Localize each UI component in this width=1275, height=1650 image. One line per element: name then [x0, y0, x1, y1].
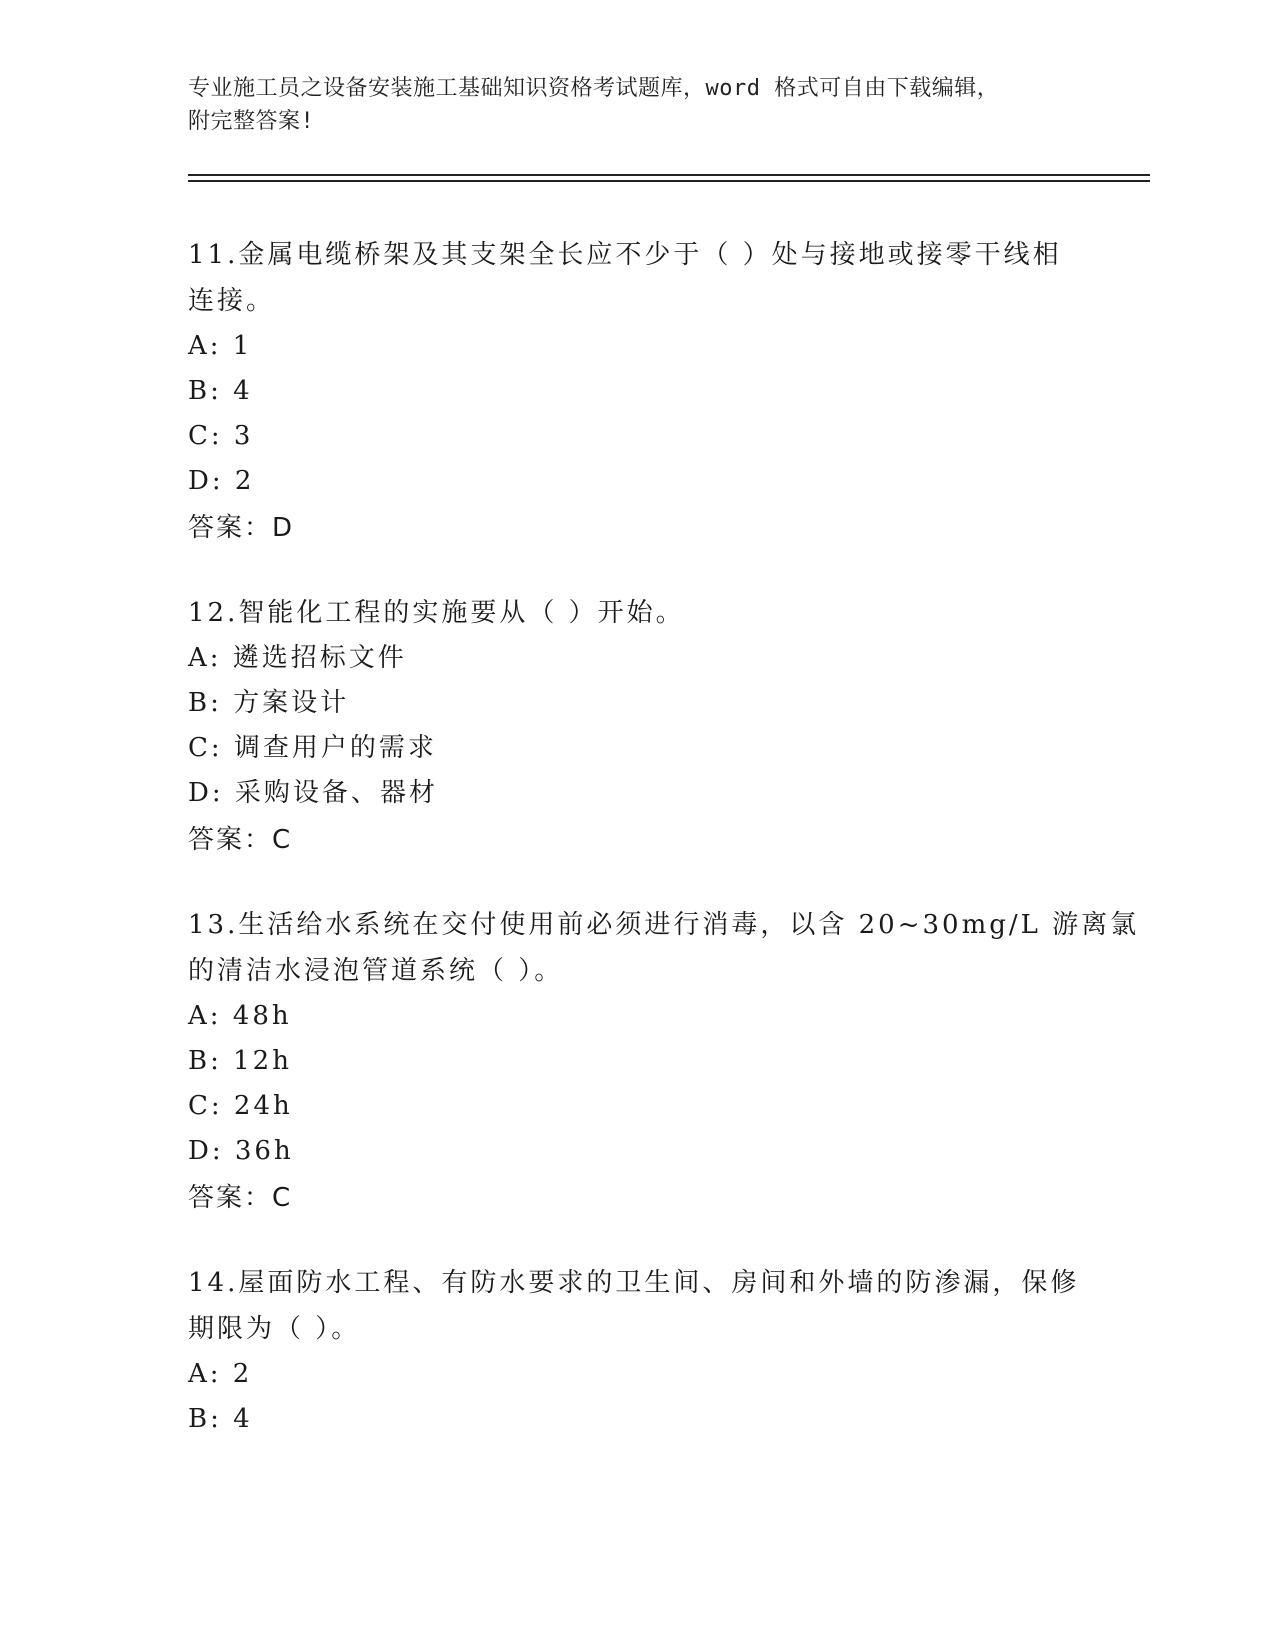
option-d: D: 2 — [188, 466, 255, 496]
question-stem: 12.智能化工程的实施要从（ ）开始。 — [188, 598, 685, 628]
question-stem: 连接。 — [188, 286, 276, 316]
option-a: A: 遴选招标文件 — [188, 643, 407, 673]
question-stem: 期限为（ ）。 — [188, 1314, 361, 1344]
option-a: A: 2 — [188, 1359, 253, 1389]
option-a: A: 48h — [188, 1001, 292, 1031]
question-stem: 13.生活给水系统在交付使用前必须进行消毒，以含 20~30mg/L 游离氯 — [188, 910, 1140, 940]
option-a: A: 1 — [188, 331, 253, 361]
option-d: D: 36h — [188, 1136, 294, 1166]
header-line-2: 附完整答案! — [188, 109, 315, 134]
option-b: B: 4 — [188, 376, 253, 406]
question-stem: 的清洁水浸泡管道系统（ ）。 — [188, 956, 564, 986]
question-list — [188, 232, 1140, 1480]
question-stem: 11.金属电缆桥架及其支架全长应不少于（ ）处与接地或接零干线相 — [188, 240, 1062, 270]
answer: 答案：C — [188, 825, 293, 855]
answer: 答案：D — [188, 513, 295, 543]
document-header — [188, 72, 1068, 138]
header-line-1: 专业施工员之设备安装施工基础知识资格考试题库，word 格式可自由下载编辑， — [188, 76, 1000, 101]
header-divider-bottom — [188, 180, 1150, 182]
question-stem: 14.屋面防水工程、有防水要求的卫生间、房间和外墙的防渗漏，保修 — [188, 1268, 1080, 1298]
option-c: C: 3 — [188, 421, 254, 451]
question-13 — [188, 902, 1140, 1222]
option-c: C: 24h — [188, 1091, 293, 1121]
option-b: B: 12h — [188, 1046, 292, 1076]
header-divider-top — [188, 174, 1150, 176]
question-14 — [188, 1260, 1078, 1442]
option-d: D: 采购设备、器材 — [188, 778, 438, 808]
question-12 — [188, 590, 1078, 864]
question-11 — [188, 232, 1078, 552]
option-b: B: 方案设计 — [188, 688, 350, 718]
answer: 答案：C — [188, 1183, 293, 1213]
option-b: B: 4 — [188, 1404, 253, 1434]
option-c: C: 调查用户的需求 — [188, 733, 437, 763]
